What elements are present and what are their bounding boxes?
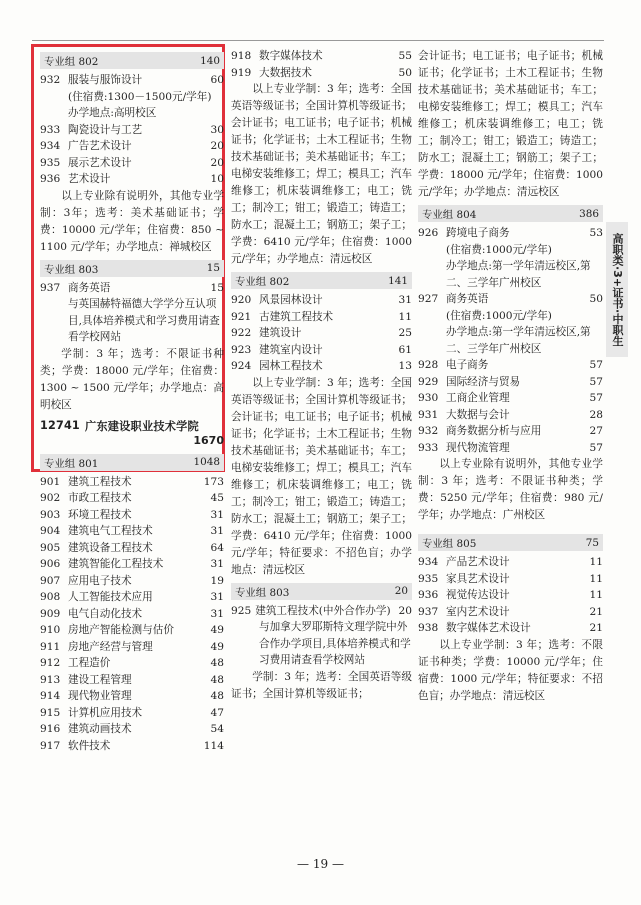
side-tab: 高职类·3+证书·中职生 [606,222,628,357]
major-name: 建筑设备工程技术 [68,541,153,554]
major-code: 937 [40,281,61,294]
table-row [40,474,224,491]
major-code: 902 [40,492,61,504]
major-name: 工程造价 [68,657,111,669]
major-name: 现代物流管理 [446,441,510,454]
plan-count: 11 [589,572,603,585]
plan-count: 25 [398,327,412,339]
major-code: 910 [40,624,61,636]
major-name: 大数据技术 [259,66,312,79]
column-3 [418,48,603,705]
table-row [40,507,224,524]
group-count: 1048 [193,456,220,468]
major-code: 930 [418,392,439,404]
table-row [418,604,603,621]
plan-count: 55 [398,50,412,62]
table-row [40,523,224,540]
table-row [40,155,224,172]
group-header-804 [418,205,603,222]
major-name: 数字媒体艺术设计 [446,622,531,634]
major-code: 938 [418,622,439,634]
table-row [40,622,224,639]
major-code: 918 [231,50,252,62]
major-name: 国际经济与贸易 [446,375,521,388]
row-detail: (住宿费:1000元/学年) [446,243,552,256]
column-2 [231,48,412,703]
major-name: 建筑工程技术 [68,475,132,488]
major-code: 935 [418,572,439,585]
major-name: 大数据与会计 [446,408,510,421]
group-count: 140 [200,54,220,67]
table-row [231,358,412,375]
table-row [418,357,603,374]
table-row [40,589,224,606]
group-rows [231,292,412,375]
major-name: 视觉传达设计 [446,589,510,601]
major-name: 风景园林设计 [259,294,323,306]
major-name: 计算机应用技术 [68,706,143,719]
major-code: 936 [40,173,61,185]
group-count: 20 [394,585,408,597]
major-code: 909 [40,607,61,620]
top-rule [32,40,604,41]
row-detail: 与加拿大罗耶斯特文理学院中外合作办学项目,具体培养模式和学习费用请查看学校网站 [259,621,411,666]
major-name: 建筑动画技术 [68,723,132,735]
major-code: 915 [40,706,61,719]
plan-count: 57 [589,375,603,388]
major-code: 901 [40,475,61,488]
table-row [40,639,224,656]
group-rows [418,225,603,456]
plan-count: 47 [210,706,224,719]
group-rows [40,72,224,188]
group-note: 以上专业除有说明外，其他专业学制：3 年；选考：不限证书种类；学费：5250 元/学年；住宿费：980 元/学年；办学地点：广州校区 [418,458,603,521]
major-code: 917 [40,739,61,752]
plan-count: 31 [398,294,412,306]
major-name: 陶瓷设计与工艺 [68,123,143,136]
page-number: — 19 — [297,857,344,871]
table-row [40,556,224,573]
table-row [40,705,224,722]
table-row [40,122,224,139]
major-name: 数字媒体技术 [259,50,323,62]
table-row [418,620,603,637]
table-row [40,490,224,507]
plan-count: 13 [398,360,412,372]
table-row [40,738,224,755]
major-code: 907 [40,574,61,587]
table-row [418,390,603,407]
group-header-802 [40,52,224,69]
plan-count: 31 [210,525,224,537]
major-code: 934 [418,556,439,568]
major-name: 室内艺术设计 [446,605,510,618]
major-code: 927 [418,293,439,305]
plan-count: 11 [589,556,603,568]
major-code: 937 [418,605,439,618]
group-rows [418,554,603,637]
group-header-802 [231,272,412,289]
plan-count: 57 [589,392,603,404]
table-row [40,655,224,672]
group-label: 专业组 803 [44,263,99,276]
plan-count: 57 [589,441,603,454]
table-row [418,440,603,457]
major-name: 建筑电气工程技术 [68,525,153,537]
table-row [40,688,224,705]
major-name: 产品艺术设计 [446,556,510,568]
major-name: 建设工程管理 [68,673,132,686]
plan-count: 31 [210,558,224,570]
plan-count: 30 [210,123,224,136]
major-code: 905 [40,541,61,554]
major-code: 932 [40,74,61,86]
major-name: 跨境电子商务 [446,227,510,239]
major-name: 环境工程技术 [68,508,132,521]
table-row [40,72,224,89]
table-row [40,721,224,738]
plan-count: 49 [210,624,224,636]
major-name: 房地产经营与管理 [68,640,153,653]
group-note: 学制：3 年；选考：不限证书种类；学费：18000 元/学年；住宿费：1300 ~ 1500 元/学年；办学地点：高明校区 [40,347,224,411]
plan-count: 48 [210,657,224,669]
major-code: 916 [40,723,61,735]
row-detail: (住宿费:1300－1500元/学年) [68,90,212,103]
major-code: 903 [40,508,61,521]
table-row [418,423,603,440]
table-row [231,292,412,309]
major-name: 市政工程技术 [68,492,132,504]
table-row [231,342,412,359]
table-row [418,225,603,242]
plan-count: 57 [589,359,603,371]
plan-count: 173 [203,475,224,488]
major-code: 906 [40,558,61,570]
row-detail: 办学地点:第一学年清远校区,第二、三学年广州校区 [446,260,591,289]
major-code: 913 [40,673,61,686]
major-name: 应用电子技术 [68,574,132,587]
major-name: 建筑智能化工程技术 [68,558,164,570]
table-row [231,325,412,342]
group-header-801 [40,454,224,471]
plan-count: 21 [589,605,603,618]
plan-count: 48 [210,690,224,702]
row-detail: (住宿费:1000元/学年) [446,309,552,322]
row-detail: 办学地点:高明校区 [68,107,157,119]
group-rows [40,280,224,346]
major-code: 920 [231,294,252,306]
major-code: 934 [40,140,61,152]
plan-count: 50 [398,66,412,79]
major-code: 936 [418,589,439,601]
group-rows [40,474,224,755]
table-row [418,571,603,588]
plan-count: 11 [589,589,603,601]
group-count: 15 [206,262,220,274]
plan-count: 45 [210,492,224,504]
group-note: 以上专业除有说明外，其他专业学制：3年；选考：美术基础证书；学费：10000 元/学年；住宿费：850 ~ 1100 元/学年；办学地点：禅城校区 [40,189,224,253]
table-row [40,672,224,689]
major-name: 人工智能技术应用 [68,591,153,603]
table-row [231,65,412,82]
plan-count: 19 [210,574,224,587]
major-code: 931 [418,408,439,421]
table-row [418,587,603,604]
major-code: 921 [231,310,252,323]
row-detail: 办学地点:第一学年清远校区,第二、三学年广州校区 [446,326,591,355]
group-label: 专业组 801 [44,457,99,470]
table-row [231,309,412,326]
group-note: 会计证书；电工证书；电子证书；机械证书；化学证书；土木工程证书；生物技术基础证书；美术基础证书；车工；电梯安装维修工；焊工；模具工；汽车维修工；机床装调维修工；电工；铣工；制冷工；钳工；锻造工；铸造工；防水工；混凝土工；钢筋工；架子工；学费：18000 元/学年；住宿费：1000 元/学年；办学地点：清远校区 [418,50,603,198]
plan-count: 11 [398,310,412,323]
plan-count: 20 [210,156,224,169]
plan-count: 114 [203,739,224,752]
major-code: 935 [40,156,61,169]
group-count: 386 [579,207,599,220]
plan-count: 10 [210,173,224,185]
major-code: 914 [40,690,61,702]
major-name: 园林工程技术 [259,360,323,372]
major-name: 商务数据分析与应用 [446,425,542,437]
major-code: 928 [418,359,439,371]
major-code: 919 [231,66,252,79]
school-heading [40,418,224,434]
plan-count: 50 [589,293,603,305]
major-name: 建筑工程技术(中外合作办学) [255,604,391,617]
table-row [40,138,224,155]
group-label: 专业组 802 [44,56,99,68]
group-header-803 [40,260,224,277]
plan-count: 48 [210,673,224,686]
major-name: 商务英语 [446,293,489,305]
plan-count: 20 [210,140,224,152]
table-row [418,374,603,391]
major-code: 929 [418,375,439,388]
group-note: 以上专业学制：3 年；选考：全国英语等级证书；全国计算机等级证书；会计证书；电工证书；电子证书；机械证书；化学证书；土木工程证书；生物技术基础证书；美术基础证书；车工；电梯安装维修工；焊工；模具工；汽车维修工；机床装调维修工；电工；铣工；制冷工；钳工；锻造工；铸造工；防水工；混凝土工；钢筋工；架子工；学费：6410 元/学年；住宿费：1000 元/学年；办学地点：清远校区 [231,83,412,265]
school-code: 12741 [40,419,80,432]
plan-count: 54 [210,723,224,735]
major-name: 建筑设计 [259,327,302,339]
group-note: 以上专业学制：3 年；选考：不限证书种类；学费：10000 元/学年；住宿费：1000 元/学年；特征要求：不招色盲；办学地点：清远校区 [418,638,603,702]
major-name: 电子商务 [446,359,489,371]
major-code: 908 [40,591,61,603]
plan-count: 49 [210,640,224,653]
group-label: 专业组 805 [422,538,477,550]
major-name: 古建筑工程技术 [259,310,334,323]
plan-count: 27 [589,425,603,437]
major-name: 软件技术 [68,739,111,752]
group-rows [231,48,412,81]
group-count: 75 [585,536,599,549]
group-label: 专业组 804 [422,209,477,221]
school-count: 1670 [193,433,224,447]
group-note: 学制：3 年；选考：全国英语等级证书；全国计算机等级证书； [231,670,412,700]
major-code: 923 [231,343,252,356]
major-name: 工商企业管理 [446,392,510,404]
table-row [40,540,224,557]
major-name: 艺术设计 [68,173,111,185]
major-code: 933 [418,441,439,454]
table-row [40,171,224,188]
school-name: 广东建设职业技术学院 [85,419,199,433]
major-code: 925 [231,604,252,617]
group-label: 专业组 803 [235,586,290,599]
table-row [418,554,603,571]
major-code: 922 [231,327,252,339]
major-code: 912 [40,657,61,669]
table-row [231,603,412,620]
major-name: 广告艺术设计 [68,140,132,152]
major-code: 924 [231,360,252,372]
major-name: 房地产智能检测与估价 [68,624,174,636]
group-count: 141 [388,274,408,287]
major-name: 电气自动化技术 [68,607,143,620]
major-code: 904 [40,525,61,537]
plan-count: 64 [210,541,224,554]
table-row [40,280,224,297]
major-name: 服装与服饰设计 [68,74,143,86]
group-header-803 [231,583,412,600]
major-code: 932 [418,425,439,437]
major-code: 933 [40,123,61,136]
major-name: 现代物业管理 [68,690,132,702]
table-row [40,606,224,623]
row-detail: 与英国赫特福德大学学分互认项目,具体培养模式和学习费用请查看学校网站 [68,298,220,343]
table-row [418,407,603,424]
group-header-805 [418,534,603,551]
plan-count: 53 [589,227,603,239]
table-row [418,291,603,308]
major-code: 926 [418,227,439,239]
group-rows [231,603,412,669]
plan-count: 31 [210,607,224,620]
plan-count: 61 [398,343,412,356]
column-1 [40,48,224,754]
major-name: 商务英语 [68,281,111,294]
plan-count: 28 [589,408,603,421]
major-name: 家具艺术设计 [446,572,510,585]
plan-count: 21 [589,622,603,634]
major-name: 展示艺术设计 [68,156,132,169]
major-code: 911 [40,640,61,653]
group-note: 以上专业学制：3 年；选考：全国英语等级证书；全国计算机等级证书；会计证书；电工证书；电子证书；机械证书；化学证书；土木工程证书；生物技术基础证书；美术基础证书；车工；电梯安装维修工；焊工；模具工；汽车维修工；机床装调维修工；电工；铣工；制冷工；钳工；锻造工；铸造工；防水工；混凝土工；钢筋工；架子工；学费：6410 元/学年；住宿费：1000 元/学年；特征要求：不招色盲；办学地点：清远校区 [231,376,412,576]
plan-count: 20 [398,604,412,617]
major-name: 建筑室内设计 [259,343,323,356]
group-label: 专业组 802 [235,276,290,288]
plan-count: 15 [210,281,224,294]
table-row [231,48,412,65]
plan-count: 31 [210,591,224,603]
plan-count: 31 [210,508,224,521]
plan-count: 60 [210,74,224,86]
table-row [40,573,224,590]
